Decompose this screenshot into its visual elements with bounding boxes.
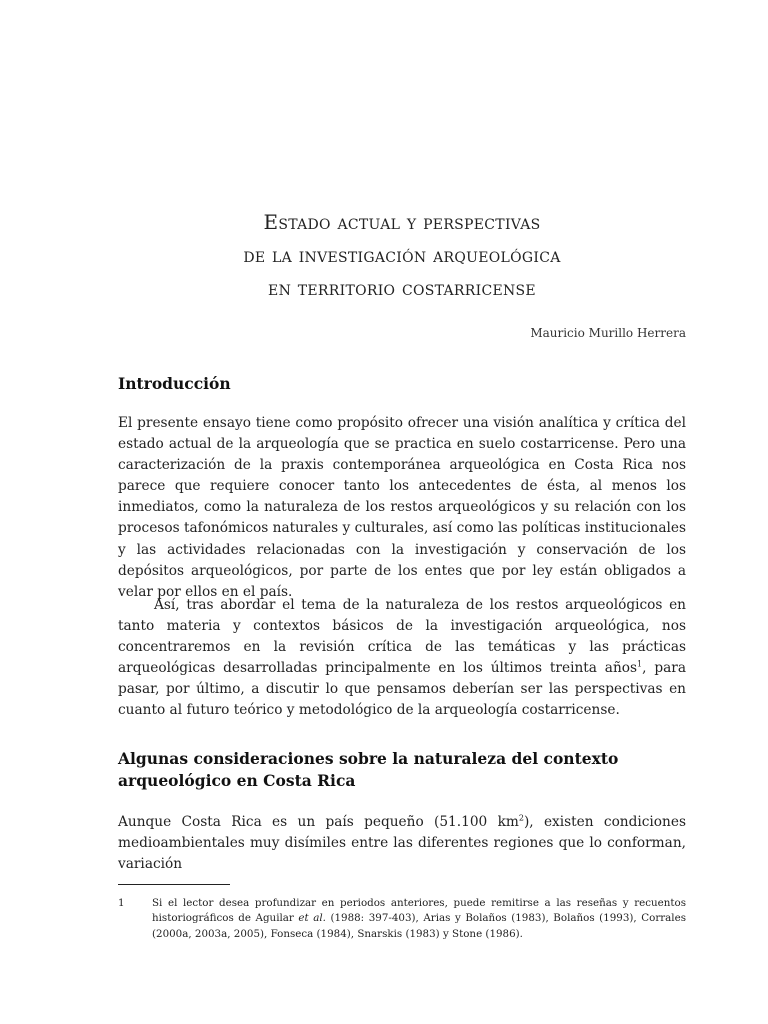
paragraph-text: Aunque Costa Rica es un país pequeño (51.100 km <box>118 814 519 830</box>
footnote-divider <box>118 884 230 885</box>
footnote-italic: et al. <box>298 912 326 925</box>
title-line-1: Estado actual y perspectivas <box>263 210 541 234</box>
section-heading-introduction: Introducción <box>118 374 231 393</box>
footnote-text-part: (1988: 397-403), Arias y Bolaños (1983), Bolaños (1993), Corrales (2000a, 2003a, 2005), Fonseca (1984), Snarskis (1983) y Stone (1986). <box>152 912 686 940</box>
superscript-unit: 2 <box>518 813 524 823</box>
intro-paragraph-2 <box>118 595 686 722</box>
footnote-text <box>152 896 686 942</box>
context-paragraph-1 <box>118 812 686 873</box>
footnote-number: 1 <box>118 897 125 909</box>
title-line-2: de la investigación arqueológica <box>243 243 561 267</box>
intro-paragraph-1: El presente ensayo tiene como propósito ofrecer una visión analítica y crítica del estado actual de la arqueología que se practica en suelo costarricense. Pero una caracterización de la praxis contemporánea arqueológica en Costa Rica nos parece que requiere conocer tanto los antecedentes de ésta, al menos los inmediatos, como la naturaleza de los restos arqueológicos y su relación con los procesos tafonómicos naturales y culturales, así como las políticas institucionales y las actividades relacionadas con la investigación y conservación de los depósitos arqueológicos, por parte de los entes que por ley están obligados a velar por ellos en el país. <box>118 415 686 600</box>
paragraph-text: Así, tras abordar el tema de la naturaleza de los restos arqueológicos en tanto materia y contextos básicos de la investigación arqueológica, nos concentraremos en la revisión crítica de las temáticas y las prácticas arqueológicas desarrolladas principalmente en los últimos treinta años <box>118 597 686 677</box>
author-name: Mauricio Murillo Herrera <box>530 326 686 340</box>
paragraph-text: , para pasar, por último, a discutir lo que pensamos deberían ser las perspectivas en cuanto al futuro teórico y metodológico de la arqueología costarricense. <box>118 660 686 719</box>
paragraph-text: ), existen condiciones medioambientales muy disímiles entre las diferentes regiones que lo conforman, variación <box>118 814 686 873</box>
section-heading-context: Algunas consideraciones sobre la naturaleza del contexto arqueológico en Costa Rica <box>118 749 619 790</box>
footnote <box>118 896 686 942</box>
document-title <box>118 206 686 305</box>
footnote-reference: 1 <box>637 659 643 669</box>
title-line-3: en territorio costarricense <box>268 276 536 300</box>
footnote-text-part: Si el lector desea profundizar en periodos anteriores, puede remitirse a las reseñas y recuentos historiográficos de Aguilar <box>152 897 686 925</box>
